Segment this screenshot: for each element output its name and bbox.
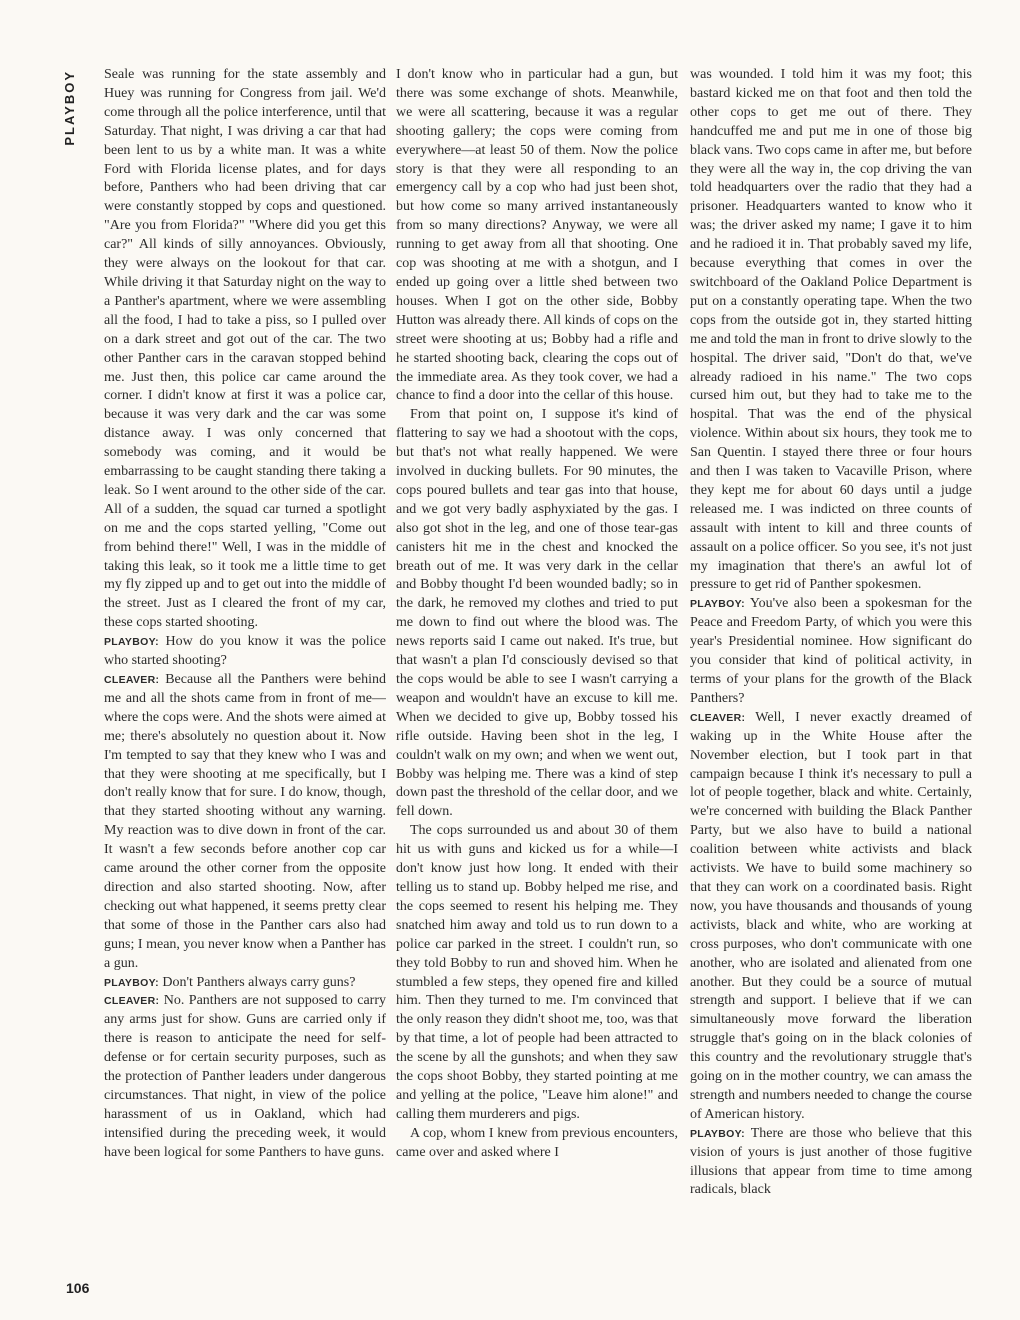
exchange-text: Well, I never exactly dreamed of waking up in the White House after the November election, but I took part in that campaign because I think it's necessary to pull a lot of people together, black and white. Certainly, we're concerned with building the Black Panther Party, but we also have to build a national coalition between white activists and black activists. We have to build some machinery so that they can work on a coordinated basis. Right now, you have thousands and thousands of young activists, black and white, who are working at cross purposes, who don't communicate with one another, who are isolated and alienated from one another. But they could be a source of mutual strength and support. I believe that if we can simultaneously move forward the liberation struggle that's going on in the black colonies of this country and the revolutionary struggle that's going on in the mother country, we can amass the strength and numbers needed to change the course of American history. <box>690 709 972 1122</box>
exchange-text: No. Panthers are not supposed to carry any arms just for show. Guns are carried only if there is reason to anticipate the need for self-defense or for certain security purposes, such as the protection of Panther leaders under dangerous circumstances. That night, in view of the police harassment of us in Oakland, which had intensified during the preceding week, it would have been logical for some Panthers to have guns. <box>104 993 386 1160</box>
speaker-label: PLAYBOY: <box>690 1127 745 1140</box>
exchange-text: There are those who believe that this vision of yours is just another of those fugitive illusions that appear from time to time among radicals, black <box>690 1125 972 1198</box>
speaker-label: PLAYBOY: <box>690 598 745 611</box>
body-paragraph: A cop, whom I knew from previous encounters, came over and asked where I <box>396 1125 678 1160</box>
body-paragraph: The cops surrounded us and about 30 of them hit us with guns and kicked us for a while—I don't know just how long. It ended with their telling us to stand up. Bobby helped me rise, and the cops seemed to resent his helping me. They snatched him away and told us to run down to a police car parked in the street. I couldn't run, so they told Bobby to run and shoved him. When he stumbled a few steps, they opened fire and killed him. Then they turned to me. I'm convinced that the only reason they didn't shoot me, too, was that by that time, a lot of people had been attracted to the scene by all the gunshots; and when they saw the cops shoot Bobby, they started pointing at me and yelling at the police, "Leave him alone!" and calling them murderers and pigs. <box>396 823 678 1122</box>
interview-exchange <box>690 1125 972 1201</box>
body-paragraph: I don't know who in particular had a gun, but there was some exchange of shots. Meanwhile, we were all scattering, because it was a regular shooting gallery; the cops were coming from everywhere—at least 50 of them. Now the police story is that they were all responding to an emergency call by a cop who had just been shot, but how come so many arrived instantaneously from so many directions? Anyway, we were all running to get away from all that shooting. One cop was shooting at me with a shotgun, and I ended up going over a little shed between two houses. When I got on the other side, Bobby Hutton was already there. All kinds of cops on the street were shooting at us; Bobby had a rifle and he started shooting back, clearing the cops out of the immediate area. As they took cover, we had a chance to find a door into the cellar of this house. <box>396 67 678 404</box>
interview-exchange <box>104 974 386 993</box>
interview-exchange <box>690 709 972 1125</box>
exchange-text: Don't Panthers always carry guns? <box>162 974 356 990</box>
text-column-1 <box>104 66 386 1296</box>
speaker-label: CLEAVER: <box>104 995 160 1008</box>
exchange-text: Because all the Panthers were behind me and all the shots came from in front of me—where the cops were. And the shots were aimed at me; there's absolutely no question about it. Now I'm tempted to say that they knew who I was and that they were shooting at me specifically, but I don't really know that for sure. I do know, though, that they started shooting without any warning. My reaction was to dive down in front of the car. It wasn't a few seconds before another cop car came around the other corner from the opposite direction and also started shooting. Now, after checking out what happened, it seems pretty clear that some of those in the Panther cars also had guns; I mean, you never know when a Panther has a gun. <box>104 672 386 971</box>
page-number: 106 <box>66 1280 90 1296</box>
exchange-text: You've also been a spokesman for the Peace and Freedom Party, of which you were this year's Presidential nominee. How significant do you consider that kind of political activity, in terms of your plans for the growth of the Black Panthers? <box>690 596 972 706</box>
text-column-2 <box>396 66 678 1296</box>
body-paragraph: Seale was running for the state assembly and Huey was running for Congress from jail. We'd come through all the police interference, until that Saturday. That night, I was driving a car that had been lent to us by a white man. It was a white Ford with Florida license plates, and for days before, Panthers who had been driving that car were constantly stopped by cops and questioned. "Are you from Florida?" "Where did you get this car?" All kinds of silly annoyances. Obviously, they were always on the lookout for that car. While driving it that Saturday night on the way to a Panther's apartment, where we were assembling all the food, I had to take a piss, so I pulled over on a dark street and got out of the car. The two other Panther cars in the caravan stopped behind me. Just then, this police car came around the corner. I didn't know at first it was a police car, because it was very dark and the car was some distance away. I was only concerned that somebody was coming, and it would be embarrassing to be caught standing there taking a leak. So I went around to the other side of the car. All of a sudden, the squad car turned a spotlight on me and the cops started yelling, "Come out from behind there!" Well, I was in the middle of taking this leak, so it took me a little time to get my fly zipped up and to get out into the middle of the street. Just as I cleared the front of my car, these cops started shooting. <box>104 67 386 631</box>
body-paragraph: From that point on, I suppose it's kind of flattering to say we had a shootout with the cops, but that's not what really happened. We were involved in ducking bullets. For 90 minutes, the cops poured bullets and tear gas into that house, and we got very badly asphyxiated by the gas. I also got shot in the leg, and one of those tear-gas canisters hit me in the chest and knocked the breath out of me. It was very dark in the cellar and Bobby thought I'd been wounded badly; so in the dark, he removed my clothes and tried to put me down to find out where the blood was. The news reports said I came out naked. It's true, but that wasn't a plan I'd consciously devised so that the cops would be able to see I wasn't carrying a weapon and wouldn't have an excuse to kill me. When we decided to give up, Bobby tossed his rifle outside. Having been shot in the leg, I couldn't walk on my own; and when we went out, Bobby was helping me. There was a kind of step down past the threshold of the cellar door, and we fell down. <box>396 407 678 820</box>
magazine-masthead: PLAYBOY <box>62 70 77 146</box>
interview-exchange <box>104 992 386 1162</box>
body-paragraph: was wounded. I told him it was my foot; this bastard kicked me on that foot and then told the other cops to get me out of there. They handcuffed me and put me in one of those big black vans. Two cops came in after me, but before they were all the way in, the cop driving the van told headquarters over the radio that they had a prisoner. Headquarters wanted to know who it was; the driver asked my name; I gave it to him and he radioed it in. That probably saved my life, because everything that comes in over the switchboard of the Oakland Police Department is put on a constantly operating tape. When the two cops from the outside got in, they started hitting me and told the man in front to drive slowly to the hospital. The driver said, "Don't do that, we've already radioed in his name." The two cops cursed him out, but they had to take me to the hospital. That was the end of the physical violence. Within about six hours, they took me to San Quentin. I stayed there three or four hours and then I was taken to Vacaville Prison, where they kept me for about 60 days until a judge released me. I was indicted on three counts of assault with intent to kill and three counts of assault on a police officer. So you see, it's not just my imagination that there's an awful lot of pressure to get rid of Panther spokesmen. <box>690 67 972 593</box>
speaker-label: PLAYBOY: <box>104 976 159 989</box>
text-column-3 <box>690 66 972 1296</box>
speaker-label: CLEAVER: <box>690 711 746 724</box>
exchange-text: How do you know it was the police who started shooting? <box>104 634 386 669</box>
speaker-label: PLAYBOY: <box>104 636 159 649</box>
speaker-label: CLEAVER: <box>104 674 160 686</box>
interview-exchange <box>104 671 386 974</box>
interview-exchange <box>104 633 386 671</box>
interview-exchange <box>690 595 972 708</box>
